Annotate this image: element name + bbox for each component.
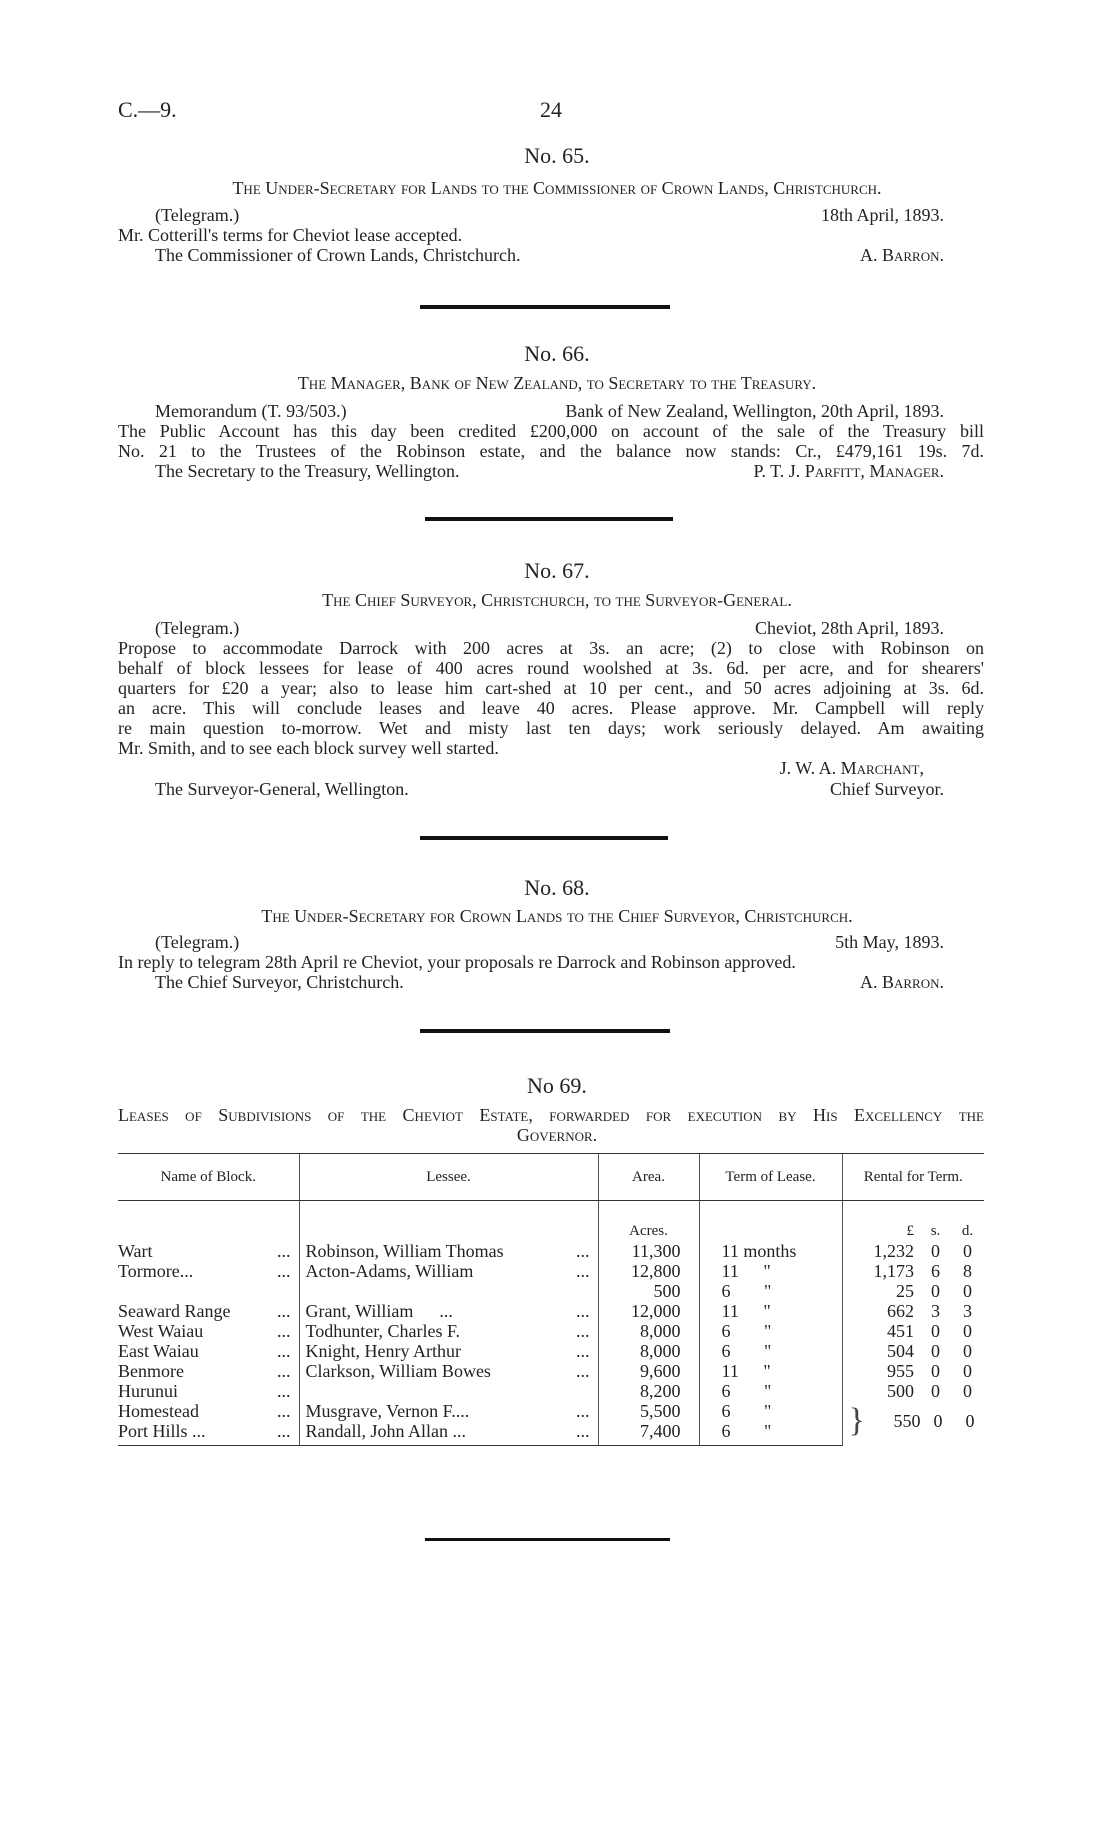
dot-leader: ... — [576, 1321, 590, 1341]
rental-pounds: 550 — [893, 1411, 921, 1431]
table-row — [118, 1361, 984, 1381]
no68-signature: A. Barron. — [859, 972, 944, 992]
rental-pence: 8 — [963, 1261, 972, 1281]
no67-body-line: quarters for £20 a year; also to lease him cart-shed at 10 per cent., and 50 acres adjoining at 3s. 6d. — [118, 678, 984, 698]
term-unit: months — [743, 1241, 797, 1261]
ditto-mark: " — [764, 1341, 772, 1361]
rental-pounds: 25 — [842, 1281, 920, 1301]
no65-heading: No. 65. — [524, 143, 590, 168]
no67-title: The Chief Surveyor, Christchurch, to the Surveyor-General. — [322, 590, 792, 610]
table-row — [118, 1401, 984, 1421]
rental-pounds: 955 — [842, 1361, 920, 1381]
dot-leader: ... — [277, 1401, 291, 1421]
dot-leader: ... — [576, 1421, 590, 1441]
no68-body: In reply to telegram 28th April re Cheviot, your proposals re Darrock and Robinson approved. — [118, 952, 796, 972]
no65-body: Mr. Cotterill's terms for Cheviot lease accepted. — [118, 225, 463, 245]
section-divider — [420, 1029, 670, 1033]
no67-body-line: Mr. Smith, and to see each block survey well started. — [118, 738, 499, 758]
lessee-name: Acton-Adams, William — [305, 1261, 474, 1281]
dot-leader: ... — [576, 1241, 590, 1261]
table-row — [118, 1241, 984, 1261]
area-value: 7,400 — [598, 1421, 699, 1446]
no68-title: The Under-Secretary for Crown Lands to the Chief Surveyor, Christchurch. — [261, 906, 853, 926]
ditto-mark: " — [764, 1321, 772, 1341]
dot-leader: ... — [576, 1341, 590, 1361]
rental-pence: 0 — [963, 1281, 972, 1301]
dot-leader: ... — [576, 1361, 590, 1381]
no65-date: 18th April, 1893. — [820, 205, 944, 225]
rental-pounds: 1,173 — [842, 1261, 920, 1281]
no66-addressee: The Secretary to the Treasury, Wellington. — [155, 461, 460, 481]
no67-addressee: The Surveyor-General, Wellington. — [155, 779, 409, 799]
no67-body-line: behalf of block lessees for lease of 400 acres round woolshed at 3s. 6d. per acre, and for shearers' — [118, 658, 984, 678]
table-units-row — [118, 1221, 984, 1241]
term-value: 6 — [721, 1421, 731, 1441]
term-value: 11 — [721, 1241, 739, 1261]
ditto-mark: " — [763, 1301, 771, 1321]
rental-shillings: 6 — [931, 1261, 940, 1281]
term-value: 6 — [721, 1321, 731, 1341]
block-name: West Waiau — [118, 1321, 204, 1341]
rental-pounds: 500 — [842, 1381, 920, 1401]
table-row — [118, 1301, 984, 1321]
column-header-rental: Rental for Term. — [842, 1154, 984, 1201]
area-value: 500 — [598, 1281, 699, 1301]
leases-table — [118, 1153, 984, 1446]
rental-pence: 0 — [963, 1361, 972, 1381]
rental-pence: 0 — [965, 1411, 975, 1431]
rental-shillings: 0 — [931, 1341, 940, 1361]
rental-shillings: 0 — [931, 1281, 940, 1301]
lessee-name: Clarkson, William Bowes — [305, 1361, 491, 1381]
block-name: Tormore... — [118, 1261, 194, 1281]
term-value: 6 — [721, 1281, 731, 1301]
area-value: 11,300 — [598, 1241, 699, 1261]
rental-pounds: 504 — [842, 1341, 920, 1361]
no68-heading: No. 68. — [524, 875, 590, 900]
section-divider — [420, 305, 670, 309]
lessee-name: Grant, William — [305, 1301, 414, 1321]
no66-body-line: The Public Account has this day been credited £200,000 on account of the sale of the Treasury bill — [118, 421, 984, 441]
dot-leader: ... — [277, 1381, 291, 1401]
table-row — [118, 1341, 984, 1361]
no67-body-line: Propose to accommodate Darrock with 200 acres at 3s. an acre; (2) to close with Robinson on — [118, 638, 984, 658]
no65-addressee: The Commissioner of Crown Lands, Christchurch. — [155, 245, 521, 265]
rental-pounds: 662 — [842, 1301, 920, 1321]
table-header-row — [118, 1154, 984, 1201]
document-code: C.—9. — [118, 97, 177, 122]
unit-pence: d. — [961, 1223, 974, 1239]
dot-leader: ... — [576, 1401, 590, 1421]
table-row — [118, 1261, 984, 1281]
no69-heading: No 69. — [527, 1073, 587, 1098]
ditto-mark: " — [764, 1401, 772, 1421]
no67-body-line: re main question to-morrow. Wet and misty last ten days; work seriously delayed. Am awaiting — [118, 718, 984, 738]
lessee-name: Robinson, William Thomas — [305, 1241, 504, 1261]
dot-leader: ... — [277, 1261, 291, 1281]
block-name: Seaward Range — [118, 1301, 231, 1321]
term-value: 11 — [721, 1261, 739, 1281]
ditto-mark: " — [763, 1261, 771, 1281]
area-value: 12,000 — [598, 1301, 699, 1321]
dot-leader: ... — [277, 1421, 291, 1441]
page-number: 24 — [540, 97, 562, 122]
lessee-name: Knight, Henry Arthur — [305, 1341, 461, 1361]
ditto-mark: " — [764, 1421, 772, 1441]
term-value: 6 — [721, 1341, 731, 1361]
no66-signature: P. T. J. Parfitt, Manager. — [753, 461, 944, 481]
rental-shillings: 3 — [931, 1301, 940, 1321]
no66-type: Memorandum (T. 93/503.) — [155, 401, 347, 421]
dot-leader: ... — [277, 1301, 291, 1321]
dot-leader: ... — [277, 1321, 291, 1341]
ditto-mark: " — [764, 1381, 772, 1401]
block-name: Hurunui — [118, 1381, 178, 1401]
term-value: 6 — [721, 1381, 731, 1401]
rental-shillings: 0 — [931, 1381, 940, 1401]
table-row — [118, 1381, 984, 1401]
term-value: 11 — [721, 1301, 739, 1321]
no67-heading: No. 67. — [524, 558, 590, 583]
dot-leader: ... — [576, 1261, 590, 1281]
no68-date: 5th May, 1893. — [835, 932, 944, 952]
no66-body-line: No. 21 to the Trustees of the Robinson estate, and the balance now stands: Cr., £479,161 19s. 7d. — [118, 441, 984, 461]
column-header-area: Area. — [598, 1154, 699, 1201]
no66-date: Bank of New Zealand, Wellington, 20th April, 1893. — [565, 401, 944, 421]
rental-pence: 0 — [963, 1381, 972, 1401]
rental-shillings: 0 — [931, 1241, 940, 1261]
no67-type: (Telegram.) — [155, 618, 240, 638]
unit-pounds: £ — [842, 1221, 920, 1241]
block-name: Homestead — [118, 1401, 199, 1421]
rental-pence: 0 — [963, 1241, 972, 1261]
rental-pounds: 451 — [842, 1321, 920, 1341]
rental-pence: 3 — [963, 1301, 972, 1321]
area-value: 8,000 — [598, 1341, 699, 1361]
no66-heading: No. 66. — [524, 341, 590, 366]
block-name: East Waiau — [118, 1341, 199, 1361]
column-header-lessee: Lessee. — [299, 1154, 598, 1201]
unit-shillings: s. — [930, 1223, 941, 1239]
dot-leader: ... — [439, 1301, 453, 1321]
table-row — [118, 1321, 984, 1341]
no69-title-line: Leases of Subdivisions of the Cheviot Estate, forwarded for execution by His Excellency the — [118, 1105, 984, 1125]
no67-signature-title: Chief Surveyor. — [830, 779, 944, 799]
no65-title: The Under-Secretary for Lands to the Commissioner of Crown Lands, Christchurch. — [232, 178, 882, 198]
no68-type: (Telegram.) — [155, 932, 240, 952]
section-divider — [420, 836, 668, 840]
section-divider — [425, 517, 673, 521]
area-value: 12,800 — [598, 1261, 699, 1281]
no65-type: (Telegram.) — [155, 205, 240, 225]
no67-signature-name: J. W. A. Marchant, — [779, 758, 924, 778]
combined-rental-cell — [842, 1401, 984, 1446]
unit-acres: Acres. — [598, 1221, 699, 1241]
table-row — [118, 1281, 984, 1301]
block-name: Port Hills ... — [118, 1421, 206, 1441]
block-name: Wart — [118, 1241, 153, 1261]
ditto-mark: " — [763, 1361, 771, 1381]
rental-pounds: 1,232 — [842, 1241, 920, 1261]
term-value: 6 — [721, 1401, 731, 1421]
dot-leader: ... — [576, 1301, 590, 1321]
column-header-term: Term of Lease. — [699, 1154, 842, 1201]
lessee-name: Randall, John Allan ... — [305, 1421, 466, 1441]
term-value: 11 — [721, 1361, 739, 1381]
column-header-block: Name of Block. — [118, 1154, 299, 1201]
area-value: 8,200 — [598, 1381, 699, 1401]
area-value: 8,000 — [598, 1321, 699, 1341]
dot-leader: ... — [277, 1241, 291, 1261]
table-spacer-row — [118, 1201, 984, 1222]
no67-body-line: an acre. This will conclude leases and leave 40 acres. Please approve. Mr. Campbell will reply — [118, 698, 984, 718]
dot-leader: ... — [277, 1361, 291, 1381]
rental-pence: 0 — [963, 1321, 972, 1341]
no67-date: Cheviot, 28th April, 1893. — [755, 618, 944, 638]
rental-shillings: 0 — [933, 1411, 943, 1431]
no69-title-line: Governor. — [516, 1125, 598, 1145]
rental-shillings: 0 — [931, 1361, 940, 1381]
area-value: 9,600 — [598, 1361, 699, 1381]
section-divider — [425, 1538, 670, 1541]
no65-signature: A. Barron. — [859, 245, 944, 265]
lessee-name: Todhunter, Charles F. — [305, 1321, 461, 1341]
dot-leader: ... — [277, 1341, 291, 1361]
area-value: 5,500 — [598, 1401, 699, 1421]
rental-pence: 0 — [963, 1341, 972, 1361]
lessee-name: Musgrave, Vernon F.... — [305, 1401, 470, 1421]
no66-title: The Manager, Bank of New Zealand, to Secretary to the Treasury. — [297, 373, 817, 393]
block-name: Benmore — [118, 1361, 184, 1381]
no68-addressee: The Chief Surveyor, Christchurch. — [155, 972, 404, 992]
brace-icon: } — [848, 1402, 865, 1439]
rental-shillings: 0 — [931, 1321, 940, 1341]
ditto-mark: " — [764, 1281, 772, 1301]
